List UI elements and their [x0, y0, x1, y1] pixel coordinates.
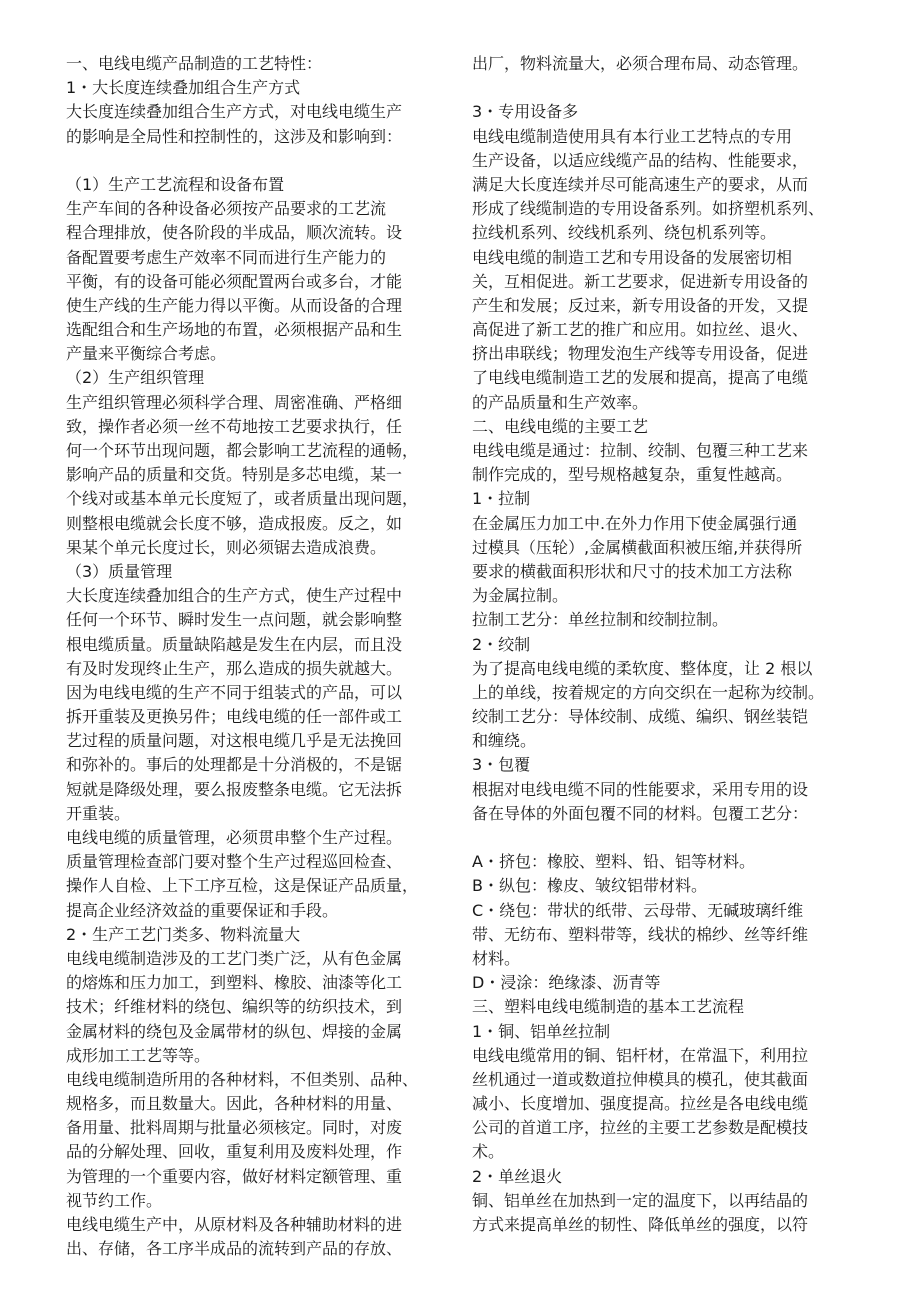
- text-line: 1・大长度连续叠加组合生产方式: [66, 78, 301, 98]
- text-line: 备用量、批料周期与批量必须核定。同时，对废: [66, 1118, 403, 1138]
- text-line: 电线电缆制造使用具有本行业工艺特点的专用: [472, 126, 793, 146]
- text-line: 的影响是全局性和控制性的，这涉及和影响到：: [66, 126, 403, 146]
- text-line: 选配组合和生产场地的布置，必须根据产品和生: [66, 320, 403, 340]
- text-line: 出、存储，各工序半成品的流转到产品的存放、: [66, 1239, 403, 1259]
- text-line: 提高企业经济效益的重要保证和手段。: [66, 900, 339, 920]
- text-line: 大长度连续叠加组合的生产方式，使生产过程中: [66, 586, 403, 606]
- text-line: 程合理排放，使各阶段的半成品，顺次流转。设: [66, 223, 403, 243]
- text-line: 拉制工艺分：单丝拉制和绞制拉制。: [472, 610, 729, 630]
- text-line: 电线电缆的制造工艺和专用设备的发展密切相: [472, 247, 793, 267]
- text-line: 和缠绕。: [472, 731, 537, 751]
- blank-line: [472, 76, 892, 100]
- text-line: 使生产线的生产能力得以平衡。从而设备的合理: [66, 295, 403, 315]
- text-line: 个线对或基本单元长度短了，或者质量出现问题，: [66, 489, 419, 509]
- text-line: 技术；纤维材料的绕包、编织等的纺织技术，到: [66, 997, 403, 1017]
- text-line: 品的分解处理、回收，重复利用及废料处理，作: [66, 1142, 403, 1162]
- text-line: 2・绞制: [472, 634, 531, 654]
- text-line: 满足大长度连续并尽可能高速生产的要求，从而: [472, 174, 809, 194]
- text-line: 术。: [472, 1142, 505, 1162]
- text-line: 平衡，有的设备可能必须配置两台或多台，才能: [66, 271, 403, 291]
- text-line: 材料。: [472, 948, 521, 968]
- text-line: 电线电缆制造涉及的工艺门类广泛，从有色金属: [66, 948, 403, 968]
- text-line: 在金属压力加工中.在外力作用下使金属强行通: [472, 513, 798, 533]
- text-line: 为金属拉制。: [472, 586, 569, 606]
- text-line: 方式来提高单丝的韧性、降低单丝的强度，以符: [472, 1215, 809, 1234]
- text-line: 质量管理检查部门要对整个生产过程巡回检查、: [66, 852, 403, 872]
- text-line: D・浸涂：绝缘漆、沥青等: [472, 973, 661, 993]
- text-line: 为了提高电线电缆的柔软度、整体度，让 2 根以: [472, 658, 813, 678]
- text-line: 挤出串联线；物理发泡生产线等专用设备，促进: [472, 344, 809, 364]
- text-line: B・纵包：橡皮、皱纹铝带材料。: [472, 876, 707, 896]
- text-line: 则整根电缆就会长度不够，造成报废。反之，如: [66, 513, 403, 533]
- text-line: 制作完成的，型号规格越复杂，重复性越高。: [472, 465, 793, 485]
- text-line: 电线电缆生产中，从原材料及各种辅助材料的进: [66, 1215, 403, 1234]
- text-line: 一、电线电缆产品制造的工艺特性：: [66, 54, 323, 73]
- text-line: 了电线电缆制造工艺的发展和提高，提高了电缆: [472, 368, 809, 388]
- text-line: 减小、长度增加、强度提高。拉丝是各电线电缆: [472, 1094, 809, 1114]
- text-line: 形成了线缆制造的专用设备系列。如挤塑机系列、: [472, 199, 825, 219]
- right-column: [472, 52, 892, 1237]
- text-line: C・绕包：带状的纸带、云母带、无碱玻璃纤维: [472, 900, 804, 920]
- text-line: 根电缆质量。质量缺陷越是发生在内层，而且没: [66, 634, 403, 654]
- text-line: 大长度连续叠加组合生产方式，对电线电缆生产: [66, 102, 403, 122]
- text-line: 关，互相促进。新工艺要求，促进新专用设备的: [472, 271, 809, 291]
- text-line: 艺过程的质量问题，对这根电缆几乎是无法挽回: [66, 731, 403, 751]
- text-line: 产生和发展；反过来，新专用设备的开发，又提: [472, 295, 809, 315]
- blank-line: [472, 826, 892, 850]
- text-line: 金属材料的绕包及金属带材的纵包、焊接的金属: [66, 1021, 403, 1041]
- text-line: 拉线机系列、绞线机系列、绕包机系列等。: [472, 223, 777, 243]
- text-line: 成形加工工艺等等。: [66, 1045, 211, 1065]
- text-line: 致，操作者必须一丝不苟地按工艺要求执行，任: [66, 416, 403, 436]
- text-line: 丝机通过一道或数道拉伸模具的模孔，使其截面: [472, 1069, 809, 1089]
- text-line: 果某个单元长度过长，则必须锯去造成浪费。: [66, 537, 387, 557]
- text-line: 开重装。: [66, 803, 131, 823]
- text-line: 拆开重装及更换另件；电线电缆的任一部件或工: [66, 707, 403, 727]
- text-line: 3・专用设备多: [472, 102, 579, 122]
- text-line: 备在导体的外面包覆不同的材料。包覆工艺分：: [472, 803, 809, 823]
- text-line: 1・拉制: [472, 489, 531, 509]
- blank-line: [66, 149, 476, 173]
- text-line: 要求的横截面积形状和尺寸的技术加工方法称: [472, 561, 793, 581]
- text-line: 带、无纺布、塑料带等，线状的棉纱、丝等纤维: [472, 924, 809, 944]
- text-line: 和弥补的。事后的处理都是十分消极的，不是锯: [66, 755, 403, 775]
- text-line: 过模具（压轮）,金属横截面积被压缩,并获得所: [472, 537, 803, 557]
- text-line: 规格多，而且数量大。因此，各种材料的用量、: [66, 1094, 403, 1114]
- text-line: 电线电缆是通过：拉制、绞制、包覆三种工艺来: [472, 441, 809, 460]
- text-line: 的熔炼和压力加工，到塑料、橡胶、油漆等化工: [66, 973, 403, 993]
- text-line: （2）生产组织管理: [66, 368, 205, 388]
- text-line: 1・铜、铝单丝拉制: [472, 1021, 611, 1041]
- text-line: 三、塑料电线电缆制造的基本工艺流程: [472, 997, 745, 1017]
- text-line: 公司的首道工序，拉丝的主要工艺参数是配模技: [472, 1118, 809, 1138]
- text-line: 铜、铝单丝在加热到一定的温度下，以再结晶的: [472, 1190, 809, 1210]
- text-line: A・挤包：橡胶、塑料、铅、铝等材料。: [472, 852, 755, 872]
- text-line: 操作人自检、上下工序互检，这是保证产品质量，: [66, 876, 419, 896]
- text-line: 高促进了新工艺的推广和应用。如拉丝、退火、: [472, 320, 809, 340]
- text-line: 因为电线电缆的生产不同于组装式的产品，可以: [66, 682, 403, 702]
- text-line: 的产品质量和生产效率。: [472, 392, 649, 412]
- text-line: 为管理的一个重要内容，做好材料定额管理、重: [66, 1166, 403, 1186]
- text-line: （3）质量管理: [66, 561, 173, 581]
- text-line: （1）生产工艺流程和设备布置: [66, 174, 285, 194]
- text-line: 电线电缆的质量管理，必须贯串整个生产过程。: [66, 828, 403, 847]
- text-line: 电线电缆常用的铜、铝杆材，在常温下，利用拉: [472, 1045, 809, 1065]
- text-line: 出厂，物料流量大，必须合理布局、动态管理。: [472, 54, 809, 73]
- text-line: 上的单线，按着规定的方向交织在一起称为绞制。: [472, 682, 825, 702]
- text-line: 生产设备，以适应线缆产品的结构、性能要求，: [472, 150, 809, 170]
- left-column: [66, 52, 476, 1261]
- text-line: 影响产品的质量和交货。特别是多芯电缆，某一: [66, 465, 403, 485]
- text-line: 生产车间的各种设备必须按产品要求的工艺流: [66, 199, 387, 219]
- text-line: 二、电线电缆的主要工艺: [472, 416, 649, 436]
- text-line: 电线电缆制造所用的各种材料，不但类别、品种、: [66, 1069, 419, 1089]
- text-line: 产量来平衡综合考虑。: [66, 344, 227, 364]
- text-line: 生产组织管理必须科学合理、周密准确、严格细: [66, 392, 403, 412]
- text-line: 任何一个环节、瞬时发生一点问题，就会影响整: [66, 610, 403, 630]
- text-line: 3・包覆: [472, 755, 531, 775]
- text-line: 根据对电线电缆不同的性能要求，采用专用的设: [472, 779, 809, 799]
- text-line: 短就是降级处理，要么报废整条电缆。它无法拆: [66, 779, 403, 799]
- text-line: 备配置要考虑生产效率不同而进行生产能力的: [66, 247, 387, 267]
- text-line: 有及时发现终止生产，那么造成的损失就越大。: [66, 658, 403, 678]
- text-line: 2・生产工艺门类多、物料流量大: [66, 924, 301, 944]
- text-line: 绞制工艺分：导体绞制、成缆、编织、钢丝装铠: [472, 707, 809, 727]
- text-line: 视节约工作。: [66, 1190, 163, 1210]
- text-line: 2・单丝退火: [472, 1166, 563, 1186]
- text-line: 何一个环节出现问题，都会影响工艺流程的通畅，: [66, 441, 419, 460]
